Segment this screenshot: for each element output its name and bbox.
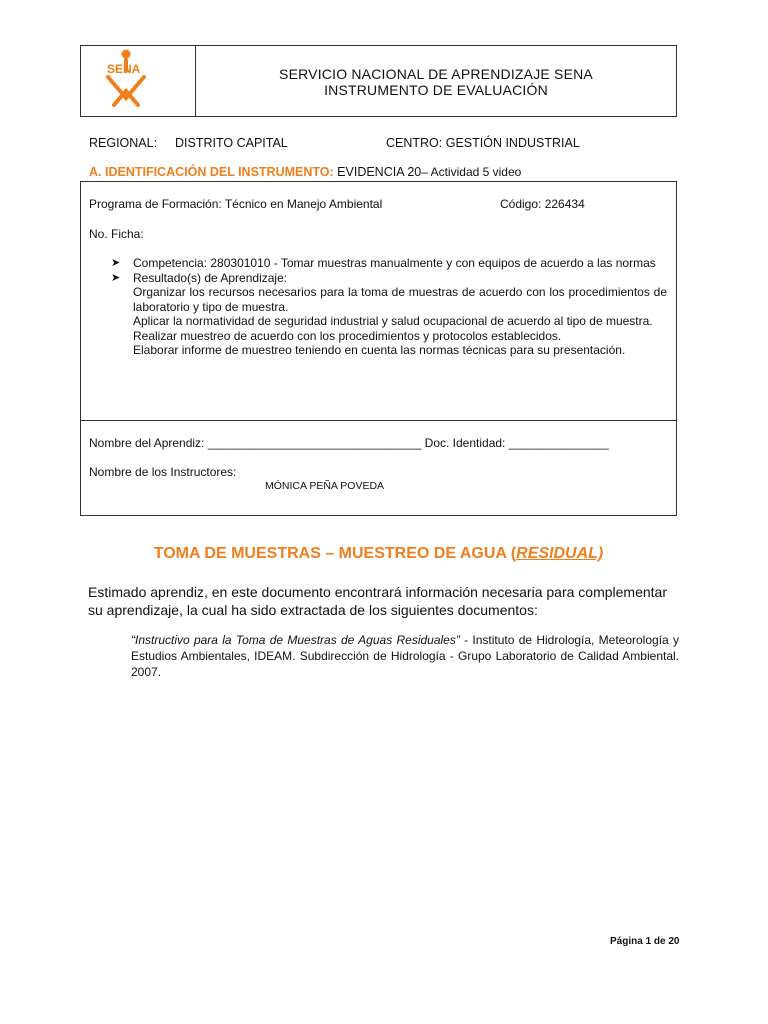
- section-title: [80, 545, 677, 563]
- resultado-item: Elaborar informe de muestreo teniendo en cuenta las normas técnicas para su presentación.: [133, 343, 626, 357]
- aprendiz-row: [89, 436, 609, 450]
- sena-logo-icon: [81, 46, 195, 116]
- centro-value: GESTIÓN INDUSTRIAL: [445, 136, 580, 150]
- resultados-title: Resultado(s) de Aprendizaje:: [133, 270, 288, 285]
- centro-label: CENTRO:: [386, 136, 443, 150]
- programa-text: Programa de Formación: Técnico en Manejo Ambiental: [89, 197, 383, 211]
- competencia-text: Competencia: 280301010 - Tomar muestras manualmente y con equipos de acuerdo a las normas: [133, 256, 656, 270]
- centro-field: [386, 136, 580, 150]
- competencia-item: [111, 256, 667, 271]
- reference-rest: - Instituto de Hidrología, Meteorología y Estudios Ambientales, IDEAM. Subdirección de Hidrología - Grupo Laboratorio de Calidad Ambiental. 2007.: [131, 633, 679, 679]
- page-number: Página 1 de 20: [610, 936, 680, 947]
- actividad-label: – Actividad 5 video: [421, 165, 522, 179]
- evidencia-label: EVIDENCIA 20: [337, 165, 422, 179]
- header-title: [196, 66, 676, 98]
- instructores-label: Nombre de los Instructores:: [89, 465, 237, 479]
- codigo-text: Código: 226434: [500, 197, 585, 211]
- arrow-bullet-icon: ➤: [111, 257, 121, 269]
- section-title-residual: RESIDUAL): [516, 545, 604, 562]
- header-line-1: SERVICIO NACIONAL DE APRENDIZAJE SENA: [279, 66, 593, 82]
- reference-paragraph: [131, 632, 679, 680]
- resultado-item: Aplicar la normatividad de seguridad industrial y salud ocupacional de acuerdo al tipo de muestra.: [133, 314, 653, 328]
- header-line-2: INSTRUMENTO DE EVALUACIÓN: [324, 82, 548, 98]
- identificacion-label: A. IDENTIFICACIÓN DEL INSTRUMENTO:: [89, 165, 334, 179]
- resultados-list: [111, 285, 667, 358]
- resultado-item: Realizar muestreo de acuerdo con los procedimientos y protocolos establecidos.: [133, 328, 562, 343]
- competencias-list: [111, 256, 667, 358]
- reference-title: “Instructivo para la Toma de Muestras de Aguas Residuales”: [131, 633, 460, 647]
- doc-identidad-label: Doc. Identidad:: [424, 436, 506, 450]
- ficha-label: No. Ficha:: [89, 227, 144, 241]
- regional-label: REGIONAL:: [89, 136, 158, 150]
- instructor-name: MÓNICA PEÑA POVEDA: [265, 480, 385, 492]
- instrument-divider: [80, 420, 677, 421]
- doc-identidad-field[interactable]: _______________: [508, 436, 609, 450]
- arrow-bullet-icon: ➤: [111, 271, 121, 284]
- logo-text: SENA: [107, 62, 141, 76]
- resultados-item: [111, 271, 667, 286]
- aprendiz-name-field[interactable]: ________________________________: [207, 436, 422, 450]
- regional-value: DISTRITO CAPITAL: [175, 136, 288, 150]
- aprendiz-label: Nombre del Aprendiz:: [89, 436, 205, 450]
- resultado-item: Organizar los recursos necesarios para la toma de muestras de acuerdo con los procedimientos de laboratorio y tipo de muestra.: [133, 285, 667, 314]
- identificacion-row: [89, 165, 521, 179]
- intro-paragraph: Estimado aprendiz, en este documento encontrará información necesaria para complementar su aprendizaje, la cual ha sido extractada de los siguientes documentos:: [88, 584, 667, 618]
- section-title-main: TOMA DE MUESTRAS – MUESTREO DE AGUA (: [153, 545, 517, 562]
